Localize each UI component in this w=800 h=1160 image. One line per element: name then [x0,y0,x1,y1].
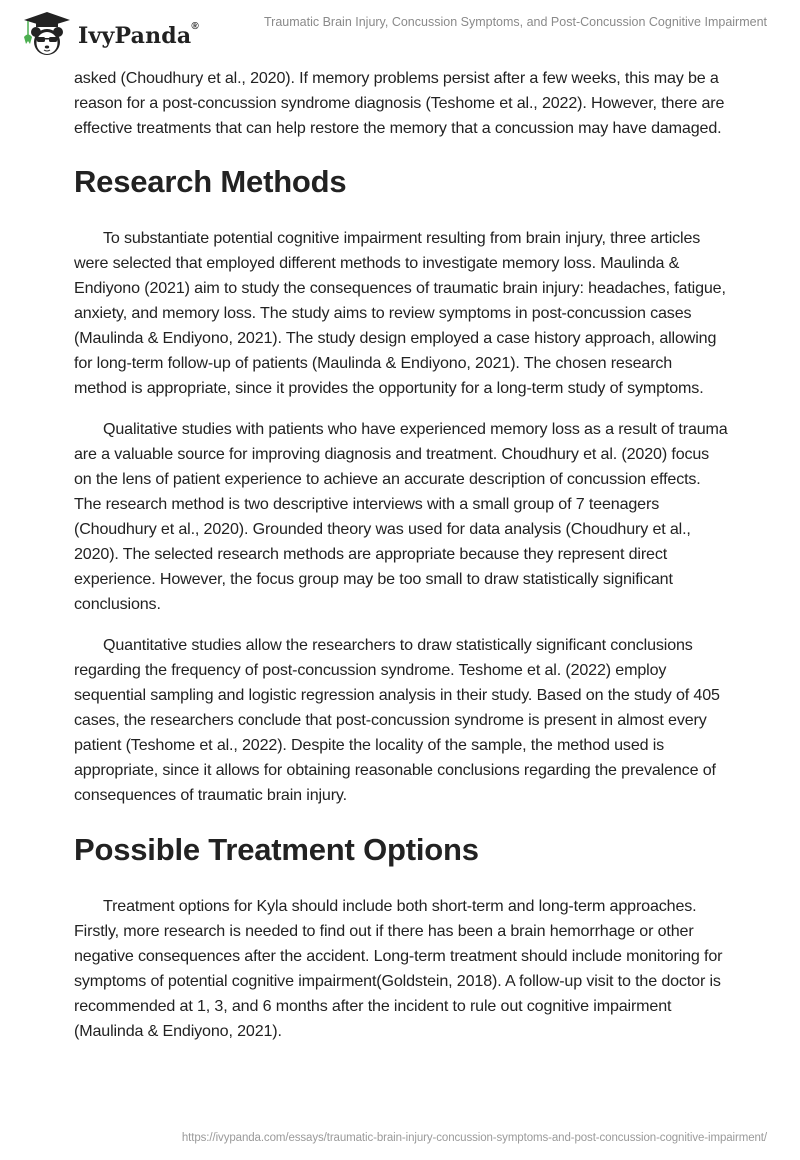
page-header [0,0,800,60]
logo-wordmark: IvyPanda® [78,21,199,49]
paragraph-research-3: Quantitative studies allow the researchers to draw statistically significant conclusions regarding the frequency of post-concussion syndrome. Teshome et al. (2022) employ sequential sampling and logistic regression analysis in their study. Based on the study of 405 cases, the researchers conclude that post-concussion syndrome is present in almost every patient (Teshome et al., 2022). Despite the locality of the sample, the method used is appropriate, since it allows for obtaining reasonable conclusions regarding the prevalence of consequences of traumatic brain injury. [74,636,720,804]
panda-graduate-icon [18,10,74,58]
paragraph-research-2: Qualitative studies with patients who have experienced memory loss as a result of trauma are a valuable source for improving diagnosis and treatment. Choudhury et al. (2020) focus on the lens of patient experience to achieve an accurate description of concussion effects. The research method is two descriptive interviews with a small group of 7 teenagers (Choudhury et al., 2020). Grounded theory was used for data analysis (Choudhury et al., 2020). The selected research methods are appropriate because they represent direct experience. However, the focus group may be too small to draw statistically significant conclusions. [74,420,728,613]
ivypanda-logo[interactable] [18,10,199,58]
essay-content [74,66,729,1060]
intro-paragraph: asked (Choudhury et al., 2020). If memory problems persist after a few weeks, this may be a reason for a post-concussion syndrome diagnosis (Teshome et al., 2022). However, there are effective treatments that can help restore the memory that a concussion may have damaged. [74,69,725,137]
heading-research-methods: Research Methods [74,164,347,199]
document-title: Traumatic Brain Injury, Concussion Symptoms, and Post-Concussion Cognitive Impairment [264,15,767,29]
heading-treatment-options: Possible Treatment Options [74,832,479,867]
paragraph-research-1: To substantiate potential cognitive impairment resulting from brain injury, three articles were selected that employed different methods to investigate memory loss. Maulinda & Endiyono (2021) aim to study the consequences of traumatic brain injury: headaches, fatigue, anxiety, and memory loss. The study aims to review symptoms in post-concussion cases (Maulinda & Endiyono, 2021). The study design employed a case history approach, allowing for long-term follow-up of patients (Maulinda & Endiyono, 2021). The chosen research method is appropriate, since it provides the opportunity for a long-term study of symptoms. [74,229,726,397]
paragraph-treatment-1: Treatment options for Kyla should include both short-term and long-term approaches. Firstly, more research is needed to find out if there has been a brain hemorrhage or other negative consequences after the accident. Long-term treatment should include monitoring for symptoms of potential cognitive impairment(Goldstein, 2018). A follow-up visit to the doctor is recommended at 1, 3, and 6 months after the incident to rule out cognitive impairment (Maulinda & Endiyono, 2021). [74,897,723,1040]
source-url-link[interactable]: https://ivypanda.com/essays/traumatic-brain-injury-concussion-symptoms-and-post-concussion-cognitive-impairment/ [181,1132,767,1144]
